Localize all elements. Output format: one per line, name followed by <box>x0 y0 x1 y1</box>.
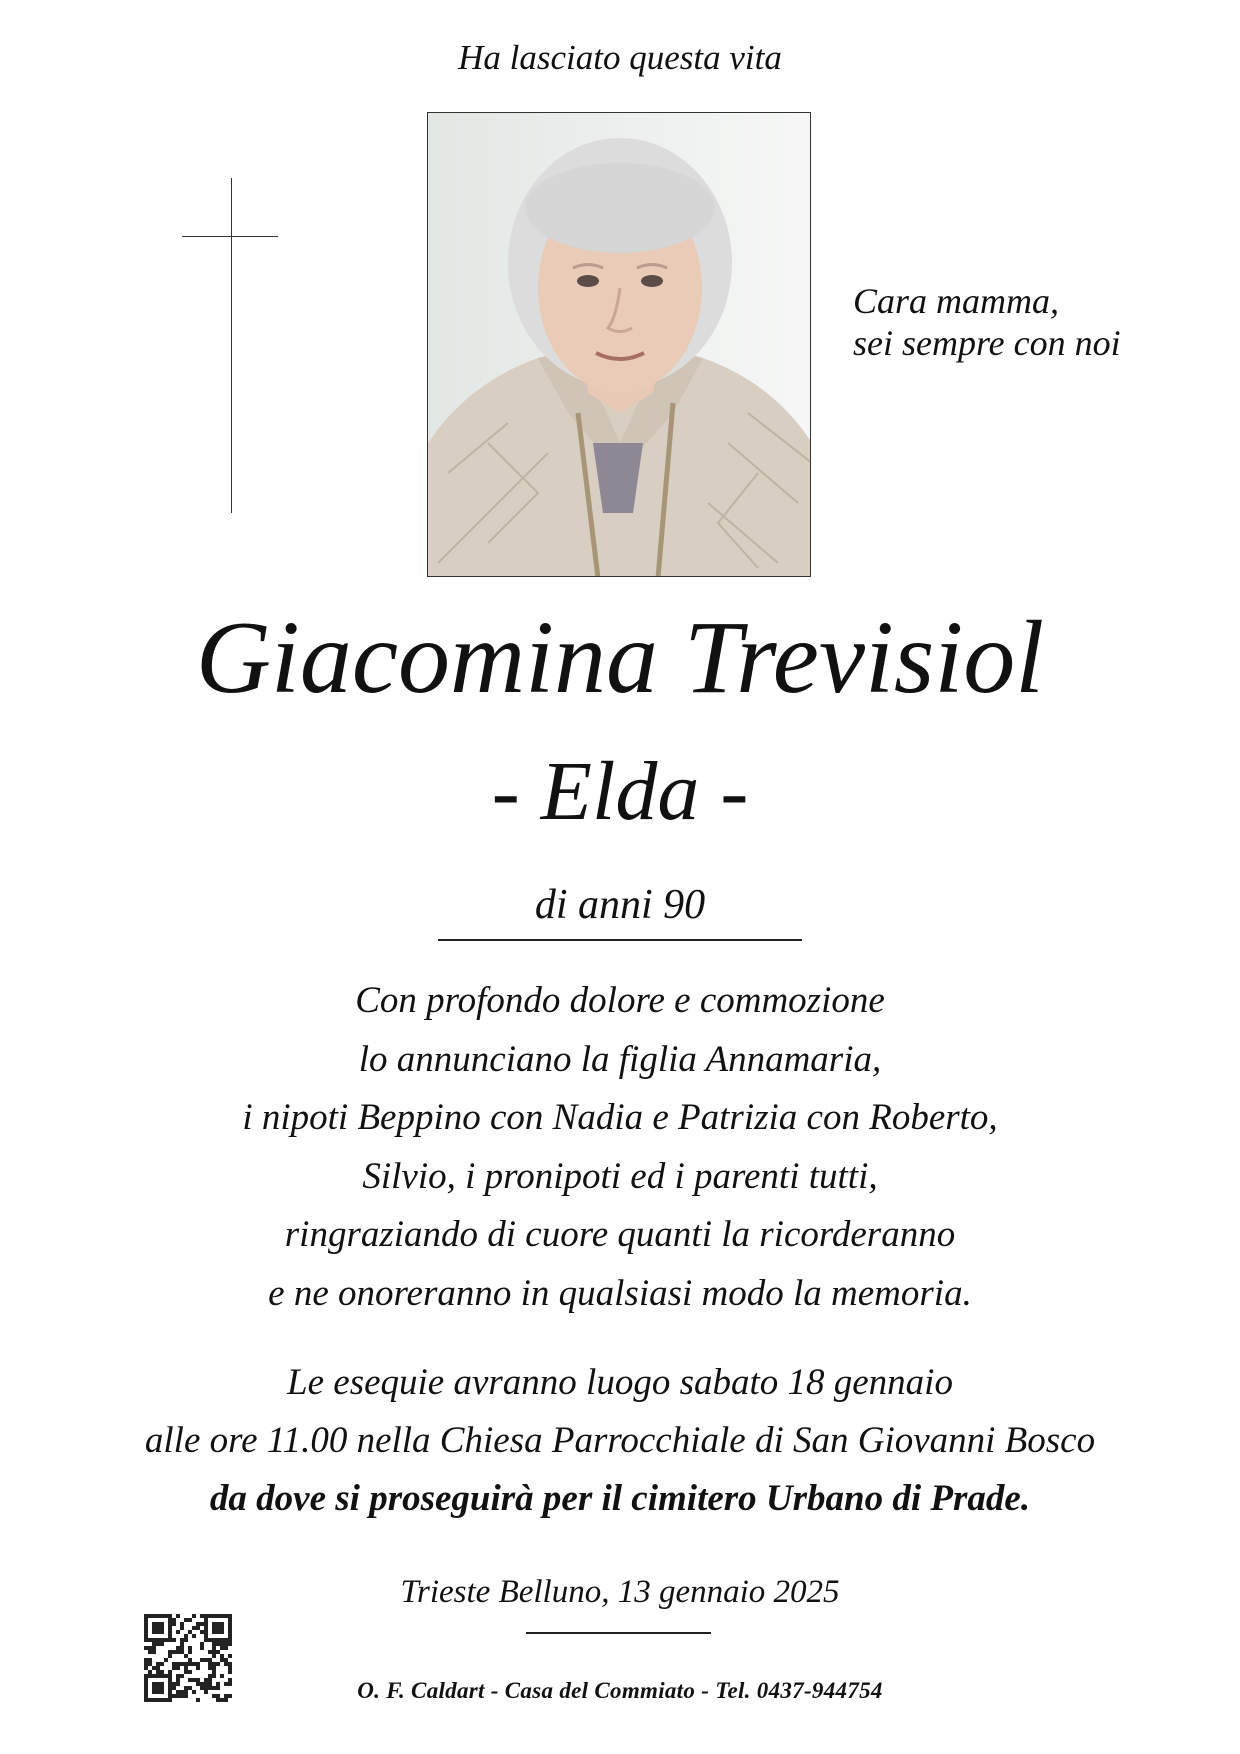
announcement-line: ringraziando di cuore quanti la ricorderanno <box>284 1214 956 1255</box>
intro-text: Ha lasciato questa vita <box>458 38 782 77</box>
announcement-line: i nipoti Beppino con Nadia e Patrizia con Roberto, <box>242 1097 998 1138</box>
divider <box>526 1632 711 1634</box>
announcement-line: e ne onoreranno in qualsiasi modo la memoria. <box>268 1272 972 1314</box>
portrait-photo <box>427 112 811 577</box>
funeral-line: alle ore 11.00 nella Chiesa Parrocchiale di San Giovanni Bosco <box>144 1420 1096 1461</box>
announcement-line: Silvio, i pronipoti ed i parenti tutti, <box>362 1155 878 1197</box>
deceased-nickname: - Elda - <box>491 745 749 838</box>
funeral-line-bold: da dove si proseguirà per il cimitero Urbano di Prade. <box>209 1478 1031 1519</box>
divider <box>438 939 802 941</box>
dedication-line: sei sempre con noi <box>853 323 1121 363</box>
announcement-line: lo annunciano la figlia Annamaria, <box>358 1038 882 1080</box>
announcement-text <box>0 972 1240 1323</box>
deceased-age: di anni 90 <box>534 882 706 928</box>
deceased-name: Giacomina Trevisiol <box>195 600 1045 715</box>
funeral-line: Le esequie avranno luogo sabato 18 gennaio <box>287 1362 953 1403</box>
funeral-home-footer: O. F. Caldart - Casa del Commiato - Tel. 0437-944754 <box>357 1678 883 1703</box>
dedication-line: Cara mamma, <box>853 281 1060 321</box>
announcement-line: Con profondo dolore e commozione <box>355 980 885 1021</box>
funeral-details <box>0 1354 1240 1528</box>
dedication <box>853 280 1121 364</box>
place-date: Trieste Belluno, 13 gennaio 2025 <box>400 1574 840 1610</box>
